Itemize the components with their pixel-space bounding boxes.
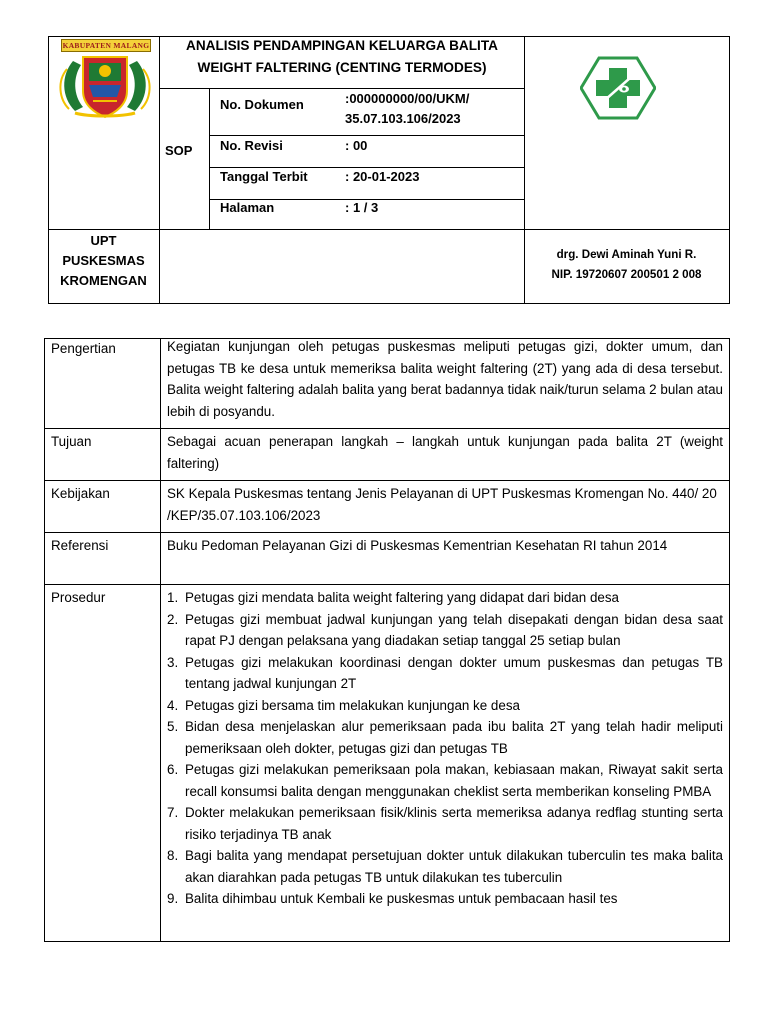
step-text: Bidan desa menjelaskan alur pemeriksaan pada ibu balita 2T yang telah hadir meliputi pemeriksaan oleh dokter, petugas gizi dan petugas TB [185,719,723,756]
step-text: Petugas gizi mendata balita weight faltering yang didapat dari bidan desa [185,590,619,605]
logo-banner: KABUPATEN MALANG [62,41,150,50]
procedure-step [167,888,723,910]
doc-number-value [345,89,469,129]
step-text: Petugas gizi membuat jadwal kunjungan yang telah disepakati dengan bidan desa saat rapat PJ dengan pelaksana yang diadakan setiap tanggal 25 setiap bulan [185,611,723,648]
step-number: 9. [167,891,179,906]
organization-name [48,231,159,291]
step-text: Bagi balita yang mendapat persetujuan dokter untuk dilakukan tuberculin tes maka balita akan diarahkan pada petugas TB untuk dilakukan tes tuberculin [185,848,723,885]
procedure-list [167,587,723,910]
kebijakan-label: Kebijakan [51,486,110,501]
sop-label: SOP [165,143,193,158]
page-value: : 1 / 3 [345,200,379,215]
procedure-step [167,802,723,845]
doc-number-value-line-1: :000000000/00/UKM/ [345,91,470,106]
step-number: 7. [167,805,179,820]
procedure-step [167,759,723,802]
referensi-text: Buku Pedoman Pelayanan Gizi di Puskesmas Kementrian Kesehatan RI tahun 2014 [167,538,668,553]
procedure-step [167,652,723,695]
prosedur-label: Prosedur [51,590,106,605]
revision-value: : 00 [345,138,368,153]
prosedur-steps [167,587,723,939]
procedure-step [167,716,723,759]
org-line-1: UPT [90,233,117,248]
revision-label: No. Revisi [220,138,283,153]
signer-nip: NIP. 19720607 200501 2 008 [551,268,702,281]
signer-block [524,245,729,285]
step-number: 2. [167,611,179,627]
step-number: 6. [167,762,179,777]
step-number: 5. [167,719,179,734]
step-number: 1. [167,590,179,605]
tujuan-text: Sebagai acuan penerapan langkah – langkah untuk kunjungan pada balita 2T (weight faltering) [167,434,723,471]
page-label: Halaman [220,200,275,215]
pengertian-text: Kegiatan kunjungan oleh petugas puskesmas meliputi petugas gizi, dokter umum, dan petugas TB ke desa untuk memeriksa balita weight faltering (2T) yang ada di desa tersebut. Balita weight faltering adalah balita yang berat badannya tidak naik/turun selama 2 bulan atau lebih di posyandu. [167,339,723,419]
kebijakan-text: SK Kepala Puskesmas tentang Jenis Pelayanan di UPT Puskesmas Kromengan No. 440/ 20 /KEP/35.07.103.106/2023 [167,486,717,523]
tujuan-label: Tujuan [51,434,92,449]
puskesmas-logo [580,56,656,120]
step-text: Petugas gizi melakukan koordinasi dengan dokter umum puskesmas dan petugas TB tentang jadwal kunjungan 2T [185,654,723,691]
step-text: Petugas gizi melakukan pemeriksaan pola makan, kebiasaan makan, Riwayat sakit serta recall konsumsi balita dengan menggunakan cheklist serta memberikan konseling PMBA [185,762,723,799]
step-text: Balita dihimbau untuk Kembali ke puskesmas untuk pembacaan hasil tes [185,891,618,906]
doc-number-label: No. Dokumen [220,97,304,112]
procedure-step [167,587,723,609]
issue-date-value: : 20-01-2023 [345,169,420,184]
procedure-step [167,845,723,888]
procedure-step [167,609,723,652]
issue-date-label: Tanggal Terbit [220,169,308,184]
document-title [159,36,525,78]
procedure-step [167,695,723,717]
referensi-label: Referensi [51,538,109,553]
step-text: Dokter melakukan pemeriksaan fisik/klinis serta memeriksa adanya redflag stunting serta risiko terjadinya TB anak [185,805,723,842]
step-number: 3. [167,654,179,670]
kabupaten-malang-logo [53,38,157,116]
title-line-1: ANALISIS PENDAMPINGAN KELUARGA BALITA [186,38,498,53]
pengertian-label: Pengertian [51,341,116,356]
title-line-2: WEIGHT FALTERING (CENTING TERMODES) [197,60,487,75]
step-number: 4. [167,697,179,713]
signer-name: drg. Dewi Aminah Yuni R. [556,248,697,261]
step-number: 8. [167,848,179,863]
org-line-3: KROMENGAN [60,273,147,288]
step-text: Petugas gizi bersama tim melakukan kunjungan ke desa [185,697,520,713]
doc-number-value-line-2: 35.07.103.106/2023 [345,111,461,126]
org-line-2: PUSKESMAS [62,253,145,268]
